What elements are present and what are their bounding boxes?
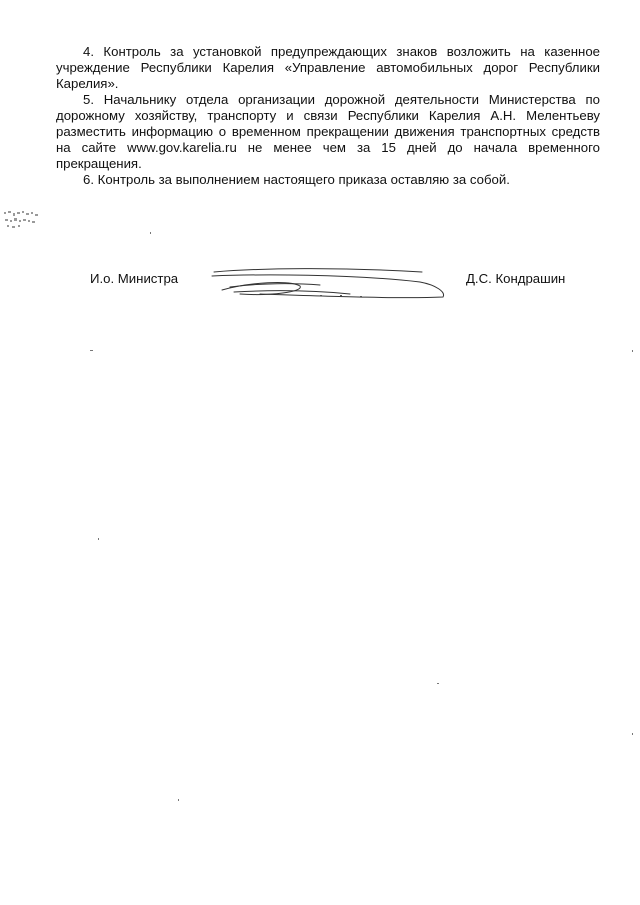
paragraph-5: 5. Начальнику отдела организации дорожной деятельности Министерства по дорожному хозяйству, транспорту и связи Республики Карелия А.Н. Мелентьеву разместить информацию о временном прекращении движения транспортных средств на сайте www.gov.karelia.ru не менее чем за 15 дней до начала временного прекращения. (56, 92, 600, 171)
scan-speck (632, 350, 633, 352)
scan-speck (437, 683, 439, 684)
document-body (56, 44, 600, 188)
scan-speck (98, 538, 99, 540)
signatory-title: И.о. Министра (90, 271, 179, 286)
signature-block (0, 268, 640, 308)
paragraph-6: 6. Контроль за выполнением настоящего приказа оставляю за собой. (83, 172, 510, 187)
paragraph-4: 4. Контроль за установкой предупреждающих знаков возложить на казенное учреждение Республики Карелия «Управление автомобильных дорог Республики Карелия». (56, 44, 600, 91)
scan-artifact (2, 208, 42, 230)
scan-speck (150, 232, 151, 234)
signatory-name: Д.С. Кондрашин (466, 271, 566, 286)
scan-speck (178, 799, 179, 801)
scan-speck (632, 733, 633, 735)
handwritten-signature (200, 268, 450, 304)
scan-speck (90, 350, 93, 351)
